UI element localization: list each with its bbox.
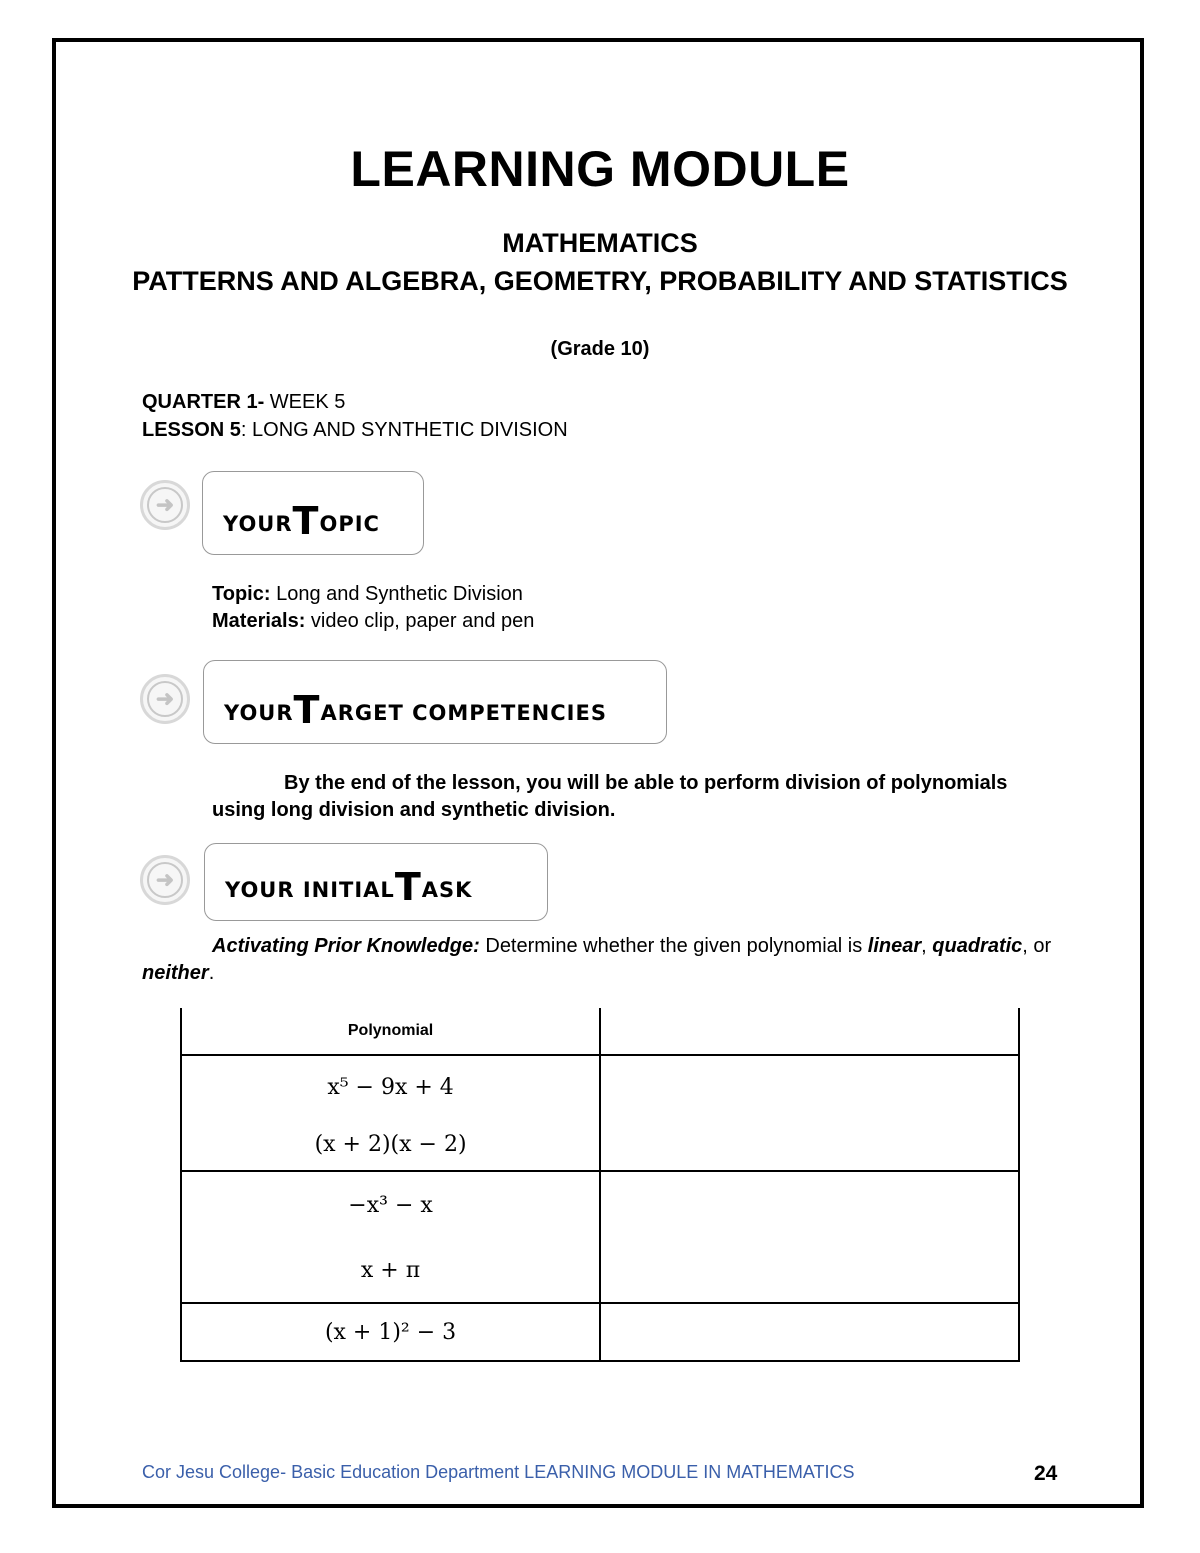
section-rest: ASK: [421, 878, 473, 902]
answer-cell[interactable]: [600, 1238, 1019, 1303]
strand-heading: PATTERNS AND ALGEBRA, GEOMETRY, PROBABILITY AND STATISTICS: [132, 266, 1068, 296]
polynomial-cell: x⁵ − 9x + 4: [181, 1055, 600, 1118]
task-separator: ,: [921, 935, 927, 957]
initial-task-instructions: [142, 933, 1072, 987]
materials-value: video clip, paper and pen: [305, 610, 535, 632]
section-rest: OPIC: [319, 512, 380, 536]
section-your-target-competencies: [203, 660, 667, 744]
task-text: Determine whether the given polynomial is: [479, 935, 868, 957]
polynomial-cell: (x + 2)(x − 2): [181, 1118, 600, 1171]
materials-label: Materials:: [212, 610, 306, 632]
table-row: [181, 1118, 1019, 1171]
task-separator: , or: [1022, 935, 1052, 957]
polynomial-cell: x + π: [181, 1238, 600, 1303]
arrow-right-icon: ➜: [140, 855, 190, 905]
answer-cell[interactable]: [600, 1055, 1019, 1118]
table-row: [181, 1238, 1019, 1303]
topic-value: Long and Synthetic Division: [270, 583, 523, 605]
arrow-right-icon: ➜: [140, 480, 190, 530]
topic-line: [212, 581, 523, 608]
polynomial-table: [180, 1008, 1020, 1362]
grade-label: (Grade 10): [550, 338, 650, 360]
subject-heading: MATHEMATICS: [502, 228, 698, 258]
section-prefix: YOUR INITIAL: [225, 878, 395, 902]
lesson-line: [142, 419, 568, 442]
page-number: 24: [1034, 1462, 1058, 1485]
answer-cell[interactable]: [600, 1118, 1019, 1171]
quarter-value: WEEK 5: [264, 391, 346, 413]
section-prefix: YOUR: [223, 512, 293, 536]
topic-label: Topic:: [212, 583, 271, 605]
section-your-topic: [202, 471, 424, 555]
quarter-line: [142, 391, 345, 414]
task-end: .: [208, 962, 215, 984]
table-row: [181, 1303, 1019, 1361]
section-initial: T: [293, 688, 321, 732]
table-row: [181, 1055, 1019, 1118]
competency-text: By the end of the lesson, you will be able to perform division of polynomials using long division and synthetic division.: [212, 772, 1008, 821]
section-initial: T: [292, 499, 320, 543]
section-initial: T: [394, 865, 422, 909]
task-lead: Activating Prior Knowledge:: [212, 935, 480, 957]
answer-cell[interactable]: [600, 1303, 1019, 1361]
table-header-polynomial: Polynomial: [181, 1008, 600, 1055]
lesson-value: : LONG AND SYNTHETIC DIVISION: [240, 419, 568, 441]
lesson-label: LESSON 5: [142, 419, 241, 441]
footer-text: Cor Jesu College- Basic Education Department LEARNING MODULE IN MATHEMATICS: [142, 1462, 855, 1482]
word-linear: linear: [867, 935, 922, 957]
word-quadratic: quadratic: [932, 935, 1023, 957]
materials-line: [212, 608, 534, 635]
table-header-row: [181, 1008, 1019, 1055]
table-header-blank: [600, 1008, 1019, 1055]
section-rest: ARGET COMPETENCIES: [320, 701, 607, 725]
answer-cell[interactable]: [600, 1171, 1019, 1238]
section-prefix: YOUR: [224, 701, 294, 725]
page-title: LEARNING MODULE: [350, 141, 850, 197]
polynomial-cell: −x³ − x: [181, 1171, 600, 1238]
arrow-right-icon: ➜: [140, 674, 190, 724]
polynomial-cell: (x + 1)² − 3: [181, 1303, 600, 1361]
section-your-initial-task: [204, 843, 548, 921]
quarter-label: QUARTER 1-: [142, 391, 265, 413]
word-neither: neither: [142, 962, 209, 984]
table-row: [181, 1171, 1019, 1238]
